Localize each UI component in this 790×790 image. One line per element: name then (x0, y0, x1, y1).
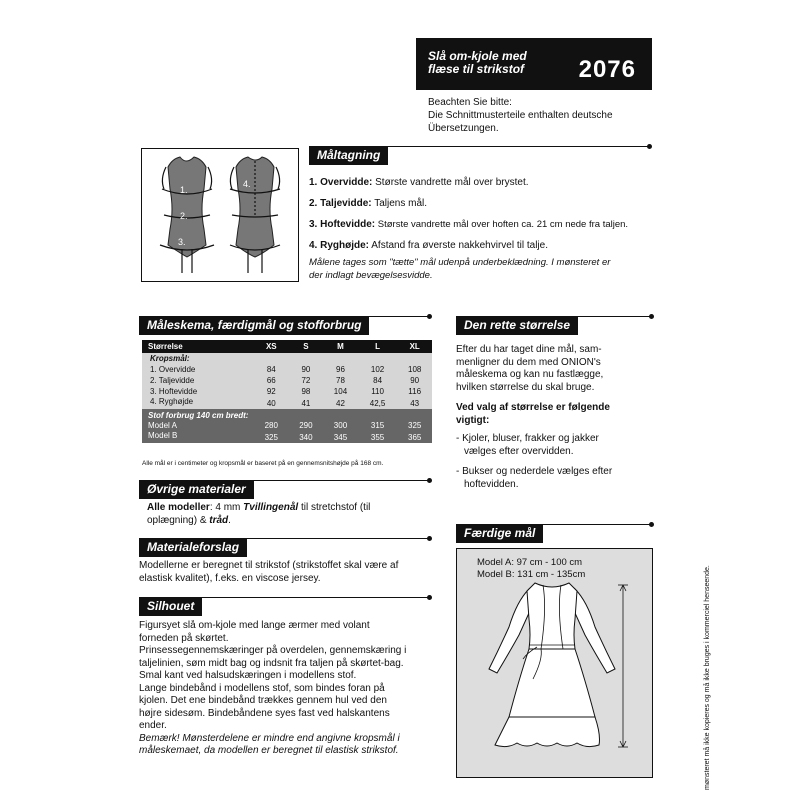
silhouet-italic-line-1: Bemærk! Mønsterdelene er mindre end angivne kropsmål i (139, 732, 400, 744)
silhouet-line: Figursyet slå om-kjole med lange ærmer med volant (139, 620, 370, 631)
materialeforslag-text (139, 560, 431, 585)
ovrige-dot (427, 478, 432, 483)
fig-label-3: 3. (178, 237, 186, 247)
rette-bullet-2b: hoftevidden. (464, 478, 519, 490)
rette-bold-2: vigtigt: (456, 414, 490, 426)
maleskema-rule (139, 316, 429, 317)
header-size: Størrelse (148, 342, 183, 351)
materialeforslag-line-2: elastisk kvalitet), f.eks. en viscose jersey. (139, 572, 321, 584)
maleskema-dot (427, 314, 432, 319)
item-1-label: 1. Overvidde: (309, 177, 373, 188)
side-copyright: mønsteret må ikke kopieres og må ikke bruges i kommerciel henseende. (704, 565, 711, 790)
dress-illustration (457, 549, 652, 777)
materialeforslag-dot (427, 536, 432, 541)
cell: 300 (333, 421, 348, 430)
ovrige-part: til stretchstof (til (298, 502, 371, 513)
cell: 355 (370, 432, 385, 442)
size-footnote: Alle mål er i centimeter og kropsmål er baseret på en gennemsnitshøjde på 168 cm. (142, 460, 384, 467)
body-figure-box (141, 148, 299, 282)
silhouet-line: Lange bindebånd i modellens stof, som bindes foran på (139, 682, 385, 694)
rette-line: måleskema og kan nu fastlægge, (456, 369, 604, 380)
silhouet-line: taljelinien, søm midt bag og indsnit fra taljen på skørtet-bag. (139, 657, 404, 669)
rette-line: Efter du har taget dine mål, sam- (456, 344, 602, 355)
ovrige-bold-italic: Tvillingenål (243, 502, 299, 513)
ovrige-heading: Øvrige materialer (139, 480, 254, 499)
fig-label-2: 2. (180, 211, 188, 221)
rette-line: menligner du dem med ONION's (456, 356, 601, 368)
cell: 43 (410, 398, 420, 408)
cell: 290 (299, 421, 313, 430)
ovrige-bold: Alle modeller (147, 502, 210, 513)
cell: 66 (266, 376, 276, 385)
cell: 345 (333, 432, 348, 442)
silhouet-dot (427, 595, 432, 600)
maltagning-item-1 (309, 176, 654, 189)
row-name: 3. Hoftevidde (150, 387, 198, 396)
materialeforslag-heading: Materialeforslag (139, 538, 247, 557)
pattern-title (428, 50, 527, 76)
rette-rule (456, 316, 651, 317)
cell: 42 (336, 398, 345, 408)
pattern-number: 2076 (578, 56, 636, 83)
row-name: 2. Taljevidde (150, 376, 195, 385)
silhouet-line: højre sidesøm. Bindebåndene syes fast ved halskantens (139, 707, 390, 719)
cell: 315 (370, 421, 385, 430)
maltagning-item-3 (309, 218, 654, 231)
dress-figure-box (456, 548, 653, 778)
body-measurement-illustration (142, 149, 298, 281)
silhouet-line: forneden på skørtet. (139, 632, 229, 644)
maleskema-heading: Måleskema, færdigmål og stofforbrug (139, 316, 369, 335)
ovrige-bold-italic: tråd (209, 514, 229, 526)
cell: 98 (301, 387, 311, 396)
cell: 325 (264, 432, 278, 442)
size-table-header (142, 340, 432, 353)
ovrige-rule (139, 480, 429, 481)
row-name: Model B (148, 431, 178, 440)
cell: 78 (336, 376, 345, 385)
rette-bullet-1: - Kjoler, bluser, frakker og jakker (456, 433, 599, 444)
cell: 40 (266, 398, 276, 408)
silhouet-rule (139, 597, 429, 598)
german-note (428, 96, 658, 135)
rette-dot (649, 314, 654, 319)
size-table (142, 340, 432, 443)
cell: 84 (373, 376, 383, 385)
note-line-2: Die Schnittmusterteile enthalten deutsche (428, 110, 613, 121)
ovrige-line-2 (147, 515, 437, 528)
cell: 72 (301, 376, 311, 385)
table-row (142, 386, 432, 397)
item-4-label: 4. Ryghøjde: (309, 240, 370, 251)
ovrige-line-1 (147, 502, 437, 515)
table-row (142, 397, 432, 409)
cell: 90 (410, 376, 420, 385)
item-3-label: 3. Hoftevidde: (309, 219, 376, 230)
note-line-b: der indlagt bevægelsesvidde. (309, 270, 433, 281)
maltagning-rule (309, 146, 649, 147)
stof-label: Stof forbrug 140 cm bredt: (148, 411, 249, 420)
ovrige-part: . (228, 514, 231, 526)
kropsmal-label: Kropsmål: (150, 354, 190, 363)
row-name: Model A (148, 421, 177, 430)
cell: 108 (408, 365, 422, 374)
title-line-2: flæse til strikstof (428, 62, 525, 76)
faerdige-dot (649, 522, 654, 527)
materialeforslag-rule (139, 538, 429, 539)
cell: 84 (266, 365, 276, 374)
rette-bullet-1b: vælges efter overvidden. (464, 445, 574, 457)
silhouet-italic-line-2: måleskemaet, da modellen er beregnet til elastisk strikstof. (139, 745, 399, 756)
cell: 41 (301, 398, 311, 408)
row-name: 4. Ryghøjde (150, 397, 194, 406)
header-m: M (337, 342, 344, 351)
item-3-text: Største vandrette mål over hoften ca. 21 cm nede fra taljen. (375, 219, 629, 230)
silhouet-line: Prinsessegennemskæringer på overdelen, gennemskæring i (139, 645, 407, 656)
table-row (142, 420, 432, 431)
fig-label-1: 1. (180, 185, 188, 195)
cell: 116 (408, 387, 422, 396)
rette-heading: Den rette størrelse (456, 316, 578, 335)
cell: 340 (299, 432, 313, 442)
silhouet-text (139, 620, 431, 778)
row-name: 1. Overvidde (150, 365, 196, 374)
table-row (142, 375, 432, 386)
item-2-label: 2. Taljevidde: (309, 198, 372, 209)
model-b-measure: Model B: 131 cm - 135cm (477, 569, 586, 580)
title-line-1: Slå om-kjole med (428, 49, 527, 63)
ovrige-part: oplægning) & (147, 514, 210, 526)
cell: 365 (408, 432, 422, 442)
header-xs: XS (265, 342, 277, 351)
item-4-text: Afstand fra øverste nakkehvirvel til talje. (369, 240, 548, 251)
table-row (142, 364, 432, 375)
faerdige-heading: Færdige mål (456, 524, 543, 543)
item-1-text: Største vandrette mål over brystet. (372, 177, 529, 188)
silhouet-line: kjolen. Det ene bindebånd trækkes gennem hul ved den (139, 695, 387, 706)
rette-bold-1: Ved valg af størrelse er følgende (456, 402, 610, 413)
maltagning-note (309, 256, 654, 282)
cell: 92 (266, 387, 276, 396)
note-line-a: Målene tages som "tætte" mål udenpå underbeklædning. I mønsteret er (309, 257, 611, 268)
header-l: L (375, 342, 381, 351)
maltagning-item-4 (309, 239, 654, 252)
maltagning-heading: Måltagning (309, 146, 388, 165)
model-a-measure: Model A: 97 cm - 100 cm (477, 557, 583, 568)
cell: 110 (371, 387, 384, 396)
cell: 104 (333, 387, 348, 396)
fig-label-4: 4. (243, 179, 251, 189)
silhouet-line: Smal kant ved halsudskæringen i modellens stof. (139, 670, 357, 681)
ovrige-part: : 4 mm (209, 502, 244, 513)
cell: 42,5 (369, 398, 386, 408)
rette-line: hvilken størrelse du skal bruge. (456, 381, 595, 393)
silhouet-heading: Silhouet (139, 597, 202, 616)
maltagning-item-2 (309, 197, 654, 210)
item-2-text: Taljens mål. (371, 198, 428, 209)
note-line-3: Übersetzungen. (428, 123, 499, 134)
cell: 90 (301, 365, 311, 374)
maltagning-dot (647, 144, 652, 149)
size-table-wrap (142, 340, 432, 443)
faerdige-rule (456, 524, 651, 525)
cell: 102 (370, 365, 385, 374)
cell: 280 (264, 421, 278, 430)
ovrige-text (147, 502, 437, 527)
silhouet-line: ender. (139, 720, 167, 731)
header-xl: XL (409, 342, 420, 351)
header-s: S (303, 342, 309, 351)
table-row (142, 431, 432, 443)
cell: 325 (408, 421, 422, 430)
rette-text (456, 344, 656, 491)
title-box (416, 38, 652, 90)
cell: 96 (336, 365, 345, 374)
note-line-1: Beachten Sie bitte: (428, 97, 512, 108)
rette-bullet-2: - Bukser og nederdele vælges efter (456, 466, 613, 477)
maltagning-list (309, 176, 654, 282)
materialeforslag-line-1: Modellerne er beregnet til strikstof (strikstoffet skal være af (139, 560, 399, 571)
